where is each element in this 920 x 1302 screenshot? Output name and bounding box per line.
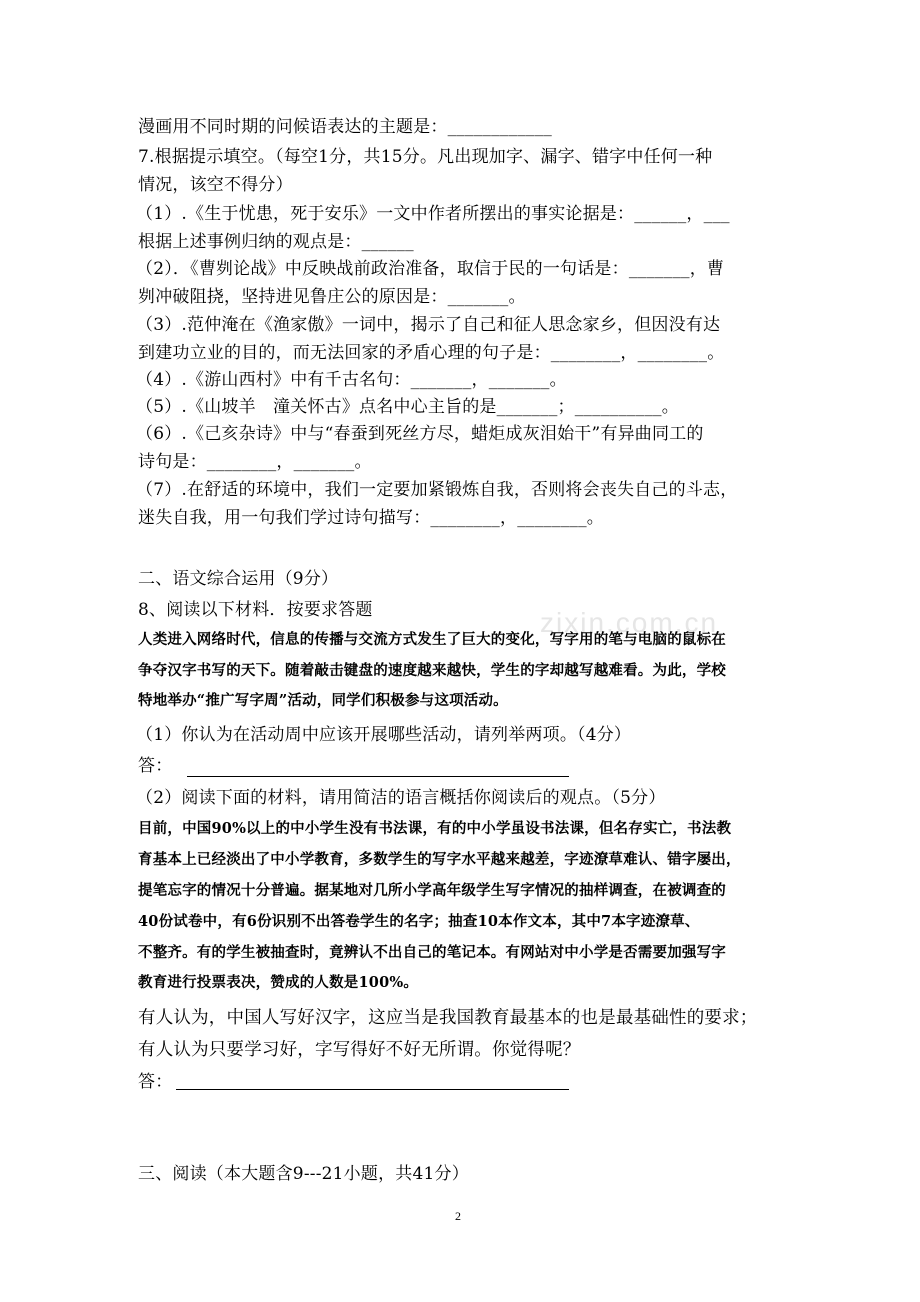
opinion-line: 有人认为只要学习好，字写得好不好无所谓。你觉得呢？ bbox=[138, 1040, 581, 1060]
page-number: 2 bbox=[455, 1209, 461, 1223]
material-paragraph-line: 争夺汉字书写的天下。随着敲击键盘的速度越来越快，学生的字却越写越难看。为此，学校 bbox=[138, 662, 726, 679]
answer-label: 答： bbox=[138, 1072, 173, 1092]
material-paragraph-line: 40份试卷中，有6份识别不出答卷学生的名字；抽查10本作文本，其中7本字迹潦草、 bbox=[138, 913, 700, 930]
text-line: 迷失自我，用一句我们学过诗句描写：________，________。 bbox=[138, 508, 604, 528]
text-line: 漫画用不同时期的问候语表达的主题是：____________ bbox=[138, 117, 552, 137]
question-7-1: （1）.《生于忧患，死于安乐》一文中作者所摆出的事实论据是：______，___ bbox=[136, 204, 730, 224]
material-paragraph-line: 不整齐。有的学生被抽查时，竟辨认不出自己的笔记本。有网站对中小学是否需要加强写字 bbox=[138, 944, 726, 961]
text-line: 刿冲破阻挠，坚持进见鲁庄公的原因是：_______。 bbox=[138, 287, 526, 307]
text-line: 诗句是：________，_______。 bbox=[138, 452, 372, 472]
question-7-2: （2）．《曹刿论战》中反映战前政治准备，取信于民的一句话是：_______，曹 bbox=[136, 259, 725, 279]
text-line: 情况，该空不得分） bbox=[138, 175, 293, 195]
section-2-heading: 二、语文综合运用（9分） bbox=[138, 569, 339, 589]
material-paragraph-line: 教育进行投票表决，赞成的人数是100%。 bbox=[138, 974, 419, 991]
section-3-heading: 三、阅读（本大题含9---21小题，共41分） bbox=[138, 1164, 469, 1184]
text-line: 根据上述事例归纳的观点是：______ bbox=[138, 232, 414, 252]
answer-underline bbox=[176, 1089, 569, 1090]
question-7-3: （3）.范仲淹在《渔家傲》一词中，揭示了自己和征人思念家乡，但因没有达 bbox=[136, 315, 721, 335]
question-7-4: （4）.《游山西村》中有千古名句：_______，_______。 bbox=[136, 370, 567, 390]
answer-underline bbox=[187, 776, 569, 777]
text-line: 到建功立业的目的，而无法回家的矛盾心理的句子是：________，________。 bbox=[138, 343, 725, 363]
answer-label: 答： bbox=[138, 756, 173, 776]
material-paragraph-line: 人类进入网络时代，信息的传播与交流方式发生了巨大的变化，写字用的笔与电脑的鼠标在 bbox=[138, 631, 726, 648]
opinion-line: 有人认为，中国人写好汉字，这应当是我国教育最基本的也是最基础性的要求； bbox=[138, 1008, 758, 1028]
question-7-5: （5）.《山坡羊 潼关怀古》点名中心主旨的是_______；__________。 bbox=[136, 397, 679, 417]
material-paragraph-line: 育基本上已经淡出了中小学教育，多数学生的写字水平越来越差，字迹潦草难认、错字屡出， bbox=[138, 851, 741, 868]
question-8-1: （1）你认为在活动周中应该开展哪些活动，请列举两项。（4分） bbox=[136, 725, 632, 745]
watermark: zixin.com.cn bbox=[540, 607, 719, 638]
question-7-6: （6）.《己亥杂诗》中与“春蚕到死丝方尽，蜡炬成灰泪始干”有异曲同工的 bbox=[136, 424, 704, 444]
question-8-2: （2）阅读下面的材料，请用简洁的语言概括你阅读后的观点。（5分） bbox=[136, 788, 666, 808]
question-7-7: （7）.在舒适的环境中，我们一定要加紧锻炼自我，否则将会丧失自己的斗志， bbox=[136, 480, 738, 500]
material-paragraph-line: 提笔忘字的情况十分普遍。据某地对几所小学高年级学生写字情况的抽样调查，在被调查的 bbox=[138, 882, 726, 899]
question-8-heading: 8、阅读以下材料．按要求答题 bbox=[138, 600, 373, 620]
material-paragraph-line: 目前，中国90%以上的中小学生没有书法课，有的中小学虽设书法课，但名存实亡，书法教 bbox=[138, 820, 732, 837]
question-7-heading: 7.根据提示填空。（每空1分，共15分。凡出现加字、漏字、错字中任何一种 bbox=[138, 147, 713, 167]
material-paragraph-line: 特地举办“推广写字周”活动，同学们积极参与这项活动。 bbox=[138, 692, 508, 709]
